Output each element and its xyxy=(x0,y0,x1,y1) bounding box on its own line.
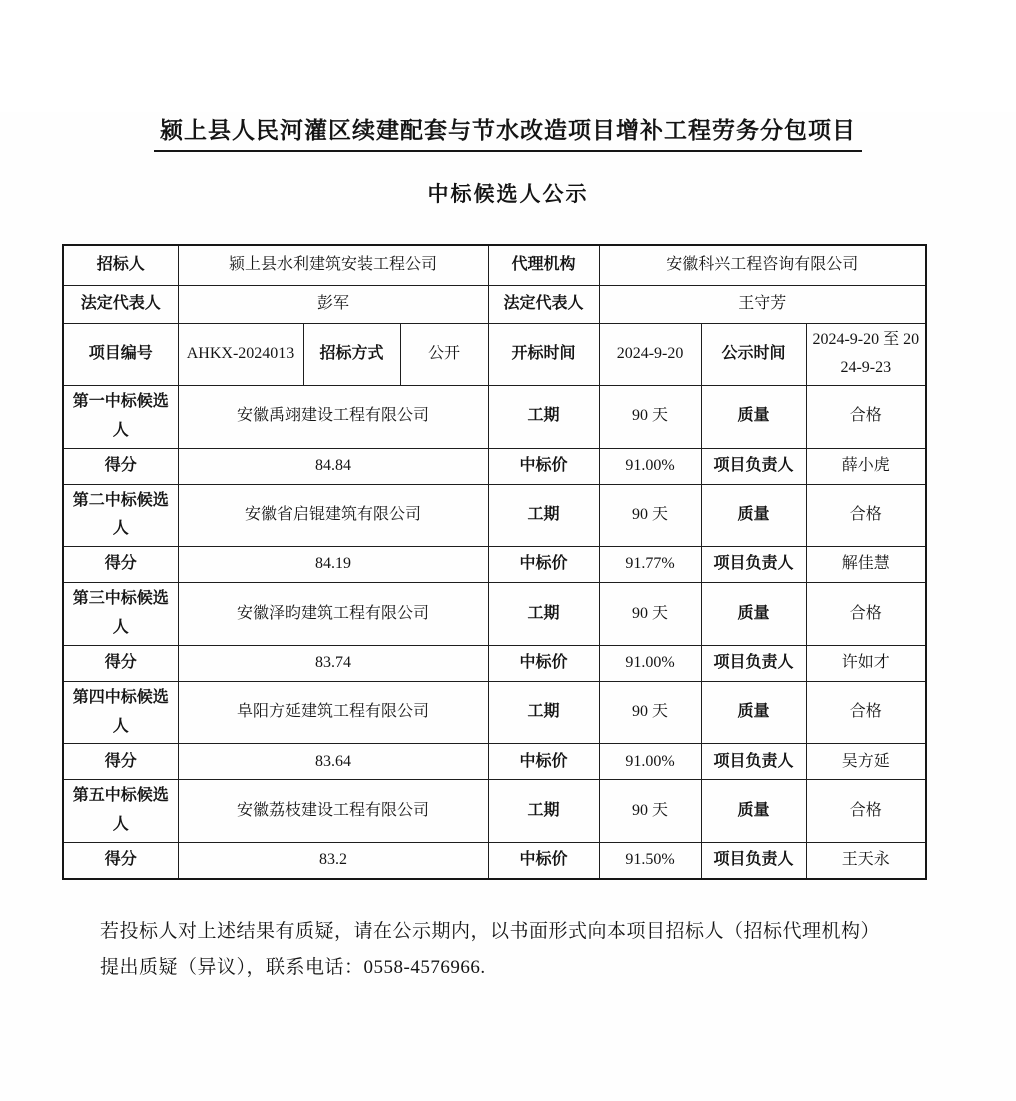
manager-label-cell: 项目负责人 xyxy=(701,547,806,583)
candidate-rank-cell: 第三中标候选人 xyxy=(63,583,178,646)
table-row-project-info xyxy=(63,323,926,386)
objection-note xyxy=(100,914,924,986)
bid-method-label-cell: 招标方式 xyxy=(303,323,400,386)
candidate-rank-cell: 第二中标候选人 xyxy=(63,484,178,547)
manager-value-cell: 解佳慧 xyxy=(806,547,926,583)
manager-value-cell: 许如才 xyxy=(806,645,926,681)
tenderer-label-cell: 招标人 xyxy=(63,245,178,285)
agency-value-cell: 安徽科兴工程咨询有限公司 xyxy=(599,245,926,285)
quality-label-cell: 质量 xyxy=(701,583,806,646)
publicity-time-value-cell: 2024-9-20 至 2024-9-23 xyxy=(806,323,926,386)
candidate-company-cell: 阜阳方延建筑工程有限公司 xyxy=(178,681,488,744)
project-no-label-cell: 项目编号 xyxy=(63,323,178,386)
score-value-cell: 83.2 xyxy=(178,843,488,879)
open-time-value-cell: 2024-9-20 xyxy=(599,323,701,386)
duration-value-cell: 90 天 xyxy=(599,583,701,646)
agency-legal-rep-label-cell: 法定代表人 xyxy=(488,285,599,323)
duration-label-cell: 工期 xyxy=(488,583,599,646)
quality-label-cell: 质量 xyxy=(701,780,806,843)
manager-value-cell: 王天永 xyxy=(806,843,926,879)
score-label-cell: 得分 xyxy=(63,645,178,681)
bid-price-label-cell: 中标价 xyxy=(488,843,599,879)
duration-label-cell: 工期 xyxy=(488,484,599,547)
score-label-cell: 得分 xyxy=(63,843,178,879)
tenderer-legal-rep-label-cell: 法定代表人 xyxy=(63,285,178,323)
document-subtitle: 中标候选人公示 xyxy=(427,182,589,206)
candidate-rank-cell: 第一中标候选人 xyxy=(63,386,178,449)
table-row-score-2 xyxy=(63,547,926,583)
quality-value-cell: 合格 xyxy=(806,780,926,843)
duration-label-cell: 工期 xyxy=(488,386,599,449)
candidate-rank-cell: 第五中标候选人 xyxy=(63,780,178,843)
table-row-candidate-2 xyxy=(63,484,926,547)
manager-label-cell: 项目负责人 xyxy=(701,645,806,681)
quality-value-cell: 合格 xyxy=(806,386,926,449)
quality-value-cell: 合格 xyxy=(806,681,926,744)
candidate-company-cell: 安徽荔枝建设工程有限公司 xyxy=(178,780,488,843)
score-value-cell: 83.64 xyxy=(178,744,488,780)
score-value-cell: 84.84 xyxy=(178,448,488,484)
candidate-company-cell: 安徽泽昀建筑工程有限公司 xyxy=(178,583,488,646)
bid-price-label-cell: 中标价 xyxy=(488,744,599,780)
manager-label-cell: 项目负责人 xyxy=(701,744,806,780)
manager-label-cell: 项目负责人 xyxy=(701,448,806,484)
open-time-label-cell: 开标时间 xyxy=(488,323,599,386)
score-label-cell: 得分 xyxy=(63,744,178,780)
duration-value-cell: 90 天 xyxy=(599,780,701,843)
objection-note-line-1: 若投标人对上述结果有质疑，请在公示期内，以书面形式向本项目招标人（招标代理机构） xyxy=(100,920,881,942)
bid-result-table xyxy=(62,244,927,880)
quality-label-cell: 质量 xyxy=(701,681,806,744)
table-row-score-3 xyxy=(63,645,926,681)
table-row-candidate-1 xyxy=(63,386,926,449)
quality-label-cell: 质量 xyxy=(701,386,806,449)
manager-value-cell: 薛小虎 xyxy=(806,448,926,484)
document-title-text: 颍上县人民河灌区续建配套与节水改造项目增补工程劳务分包项目 xyxy=(154,112,862,152)
table-row-candidate-4 xyxy=(63,681,926,744)
bid-price-value-cell: 91.00% xyxy=(599,645,701,681)
table-row-candidate-5 xyxy=(63,780,926,843)
tenderer-legal-rep-value-cell: 彭军 xyxy=(178,285,488,323)
bid-price-label-cell: 中标价 xyxy=(488,645,599,681)
bid-price-label-cell: 中标价 xyxy=(488,448,599,484)
agency-label-cell: 代理机构 xyxy=(488,245,599,285)
table-row-candidate-3 xyxy=(63,583,926,646)
project-no-value-cell: AHKX-2024013 xyxy=(178,323,303,386)
bid-method-value-cell: 公开 xyxy=(400,323,488,386)
candidate-company-cell: 安徽禹翊建设工程有限公司 xyxy=(178,386,488,449)
table-row-legal-reps xyxy=(63,285,926,323)
quality-label-cell: 质量 xyxy=(701,484,806,547)
bid-price-value-cell: 91.77% xyxy=(599,547,701,583)
objection-note-line-2: 提出质疑（异议），联系电话：0558-4576966. xyxy=(100,956,486,978)
score-label-cell: 得分 xyxy=(63,547,178,583)
quality-value-cell: 合格 xyxy=(806,484,926,547)
manager-value-cell: 吴方延 xyxy=(806,744,926,780)
manager-label-cell: 项目负责人 xyxy=(701,843,806,879)
candidate-company-cell: 安徽省启锟建筑有限公司 xyxy=(178,484,488,547)
table-row-score-1 xyxy=(63,448,926,484)
publicity-time-label-cell: 公示时间 xyxy=(701,323,806,386)
agency-legal-rep-value-cell: 王守芳 xyxy=(599,285,926,323)
duration-value-cell: 90 天 xyxy=(599,681,701,744)
table-row-tenderer xyxy=(63,245,926,285)
candidate-rank-cell: 第四中标候选人 xyxy=(63,681,178,744)
duration-value-cell: 90 天 xyxy=(599,386,701,449)
score-value-cell: 83.74 xyxy=(178,645,488,681)
table-row-score-5 xyxy=(63,843,926,879)
document-title xyxy=(0,112,1016,152)
document-page xyxy=(0,112,1016,1101)
quality-value-cell: 合格 xyxy=(806,583,926,646)
score-label-cell: 得分 xyxy=(63,448,178,484)
bid-price-value-cell: 91.00% xyxy=(599,448,701,484)
bid-price-value-cell: 91.50% xyxy=(599,843,701,879)
duration-label-cell: 工期 xyxy=(488,780,599,843)
table-row-score-4 xyxy=(63,744,926,780)
duration-label-cell: 工期 xyxy=(488,681,599,744)
score-value-cell: 84.19 xyxy=(178,547,488,583)
duration-value-cell: 90 天 xyxy=(599,484,701,547)
bid-price-label-cell: 中标价 xyxy=(488,547,599,583)
tenderer-value-cell: 颍上县水利建筑安装工程公司 xyxy=(178,245,488,285)
bid-price-value-cell: 91.00% xyxy=(599,744,701,780)
